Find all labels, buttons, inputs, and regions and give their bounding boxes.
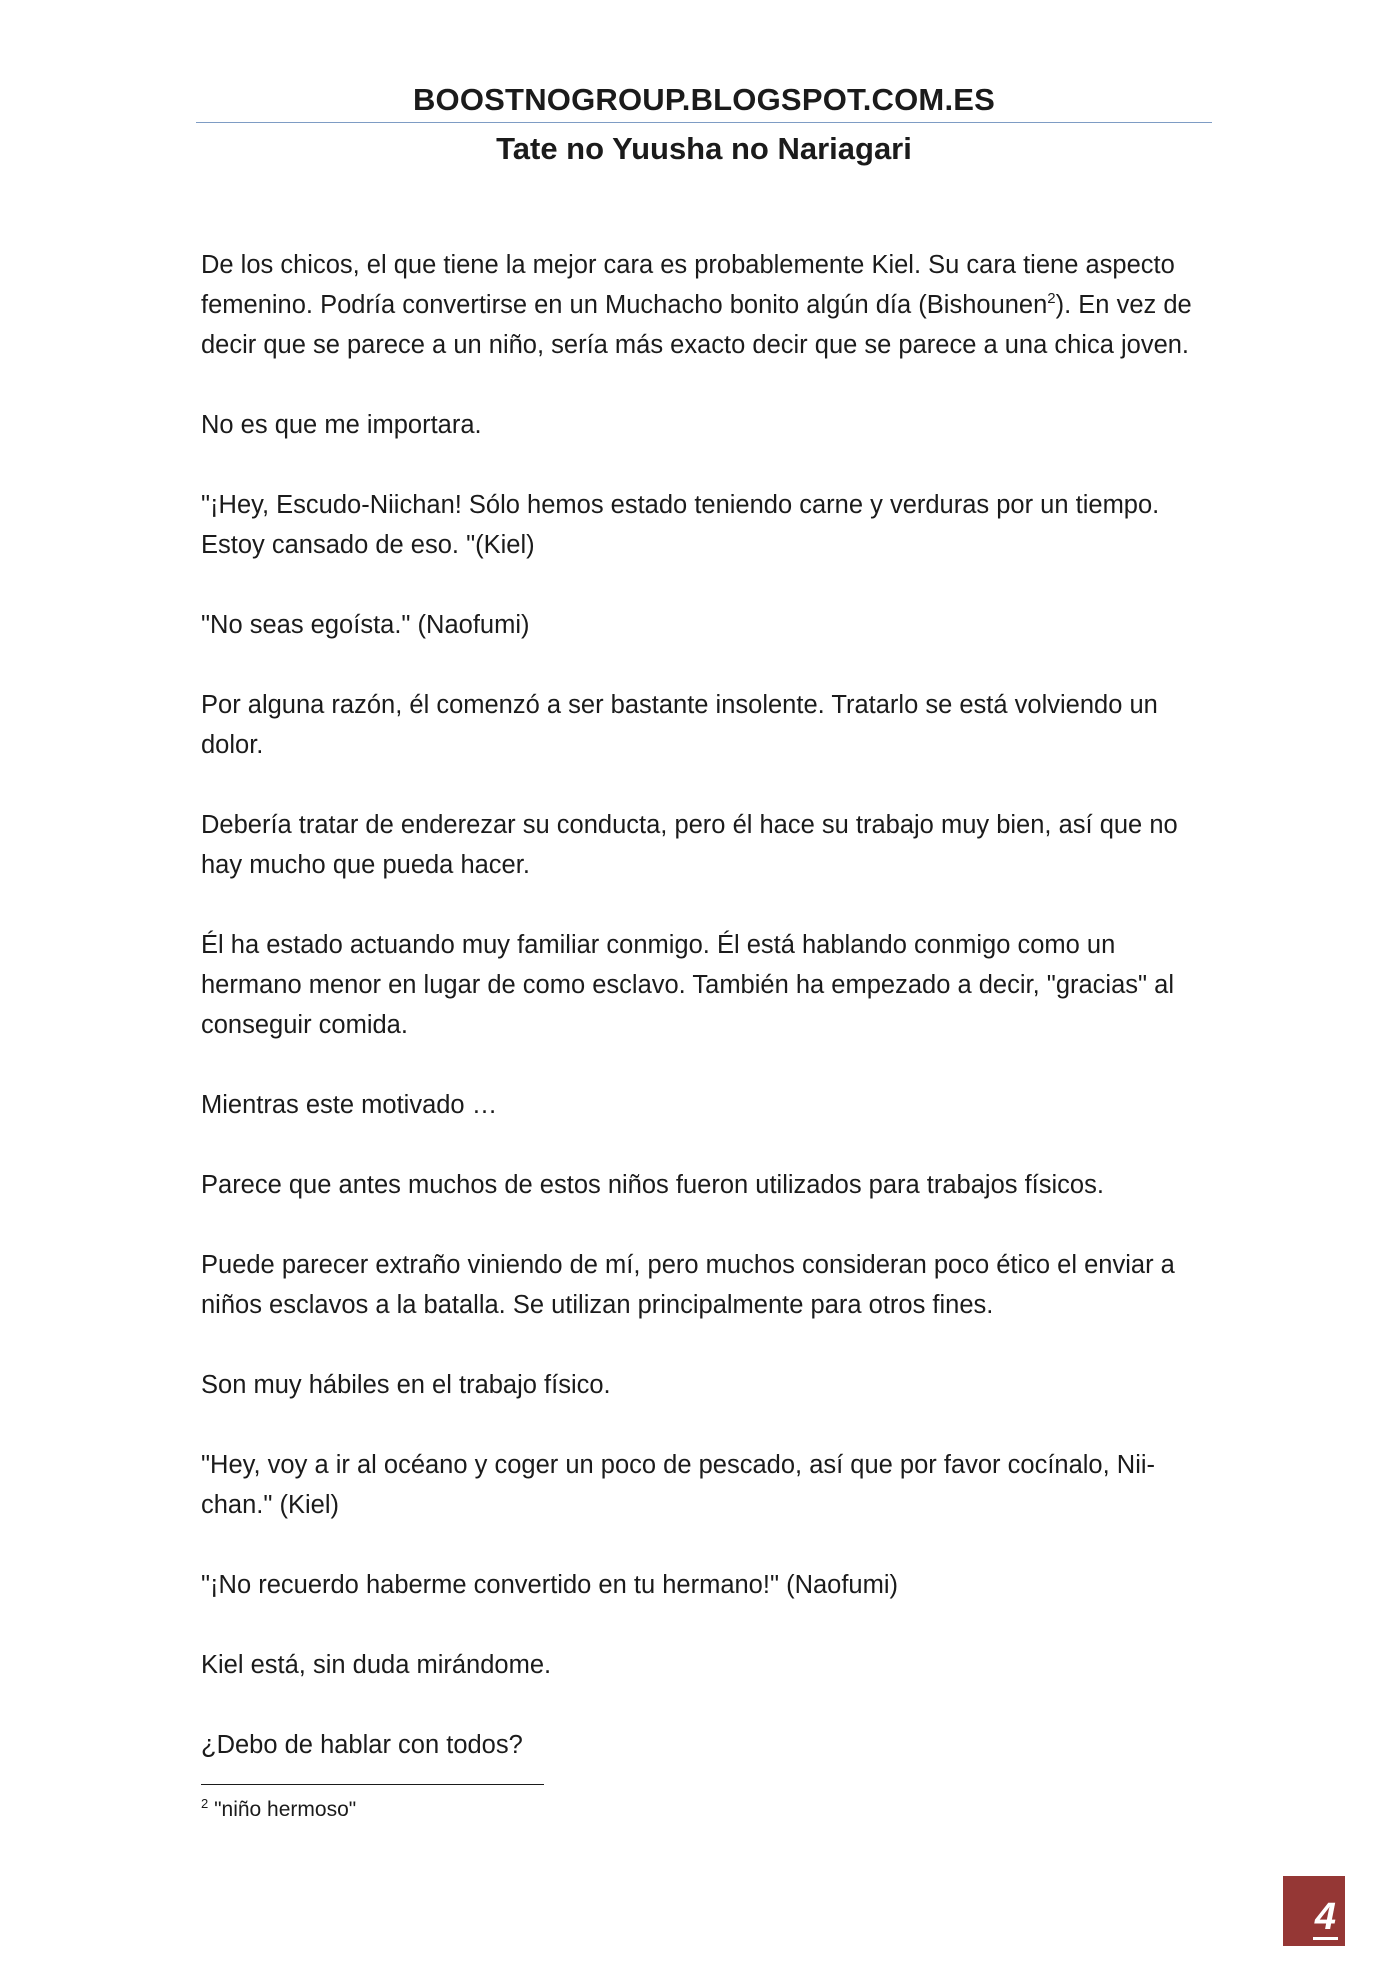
- paragraph-7: Él ha estado actuando muy familiar conmigo. Él está hablando conmigo como un hermano menor en lugar de como esclavo. También ha empezado a decir, "gracias" al conseguir comida.: [201, 931, 1175, 1039]
- paragraph-6: Debería tratar de enderezar su conducta, pero él hace su trabajo muy bien, así que no hay mucho que pueda hacer.: [201, 811, 1178, 879]
- page-number: 4: [1314, 1896, 1336, 1938]
- paragraph-1-text-b: ). En vez de decir que se parece a un niño, sería más exacto decir que se parece a una chica joven.: [201, 291, 1192, 359]
- paragraph-10: Puede parecer extraño viniendo de mí, pero muchos consideran poco ético el enviar a niños esclavos a la batalla. Se utilizan principalmente para otros fines.: [201, 1251, 1175, 1319]
- footnote-reference: 2: [1047, 290, 1056, 307]
- footnote-text: "niño hermoso": [208, 1798, 357, 1821]
- paragraph-3: "¡Hey, Escudo-Niichan! Sólo hemos estado teniendo carne y verduras por un tiempo. Estoy cansado de eso. "(Kiel): [201, 491, 1160, 559]
- paragraph-11: Son muy hábiles en el trabajo físico.: [201, 1371, 611, 1399]
- paragraph-2: No es que me importara.: [201, 411, 482, 439]
- paragraph-14: Kiel está, sin duda mirándome.: [201, 1651, 552, 1679]
- paragraph-15: ¿Debo de hablar con todos?: [201, 1731, 523, 1759]
- page-header: [196, 80, 1212, 169]
- header-divider: [196, 122, 1212, 123]
- paragraph-9: Parece que antes muchos de estos niños fueron utilizados para trabajos físicos.: [201, 1171, 1104, 1199]
- paragraph-8: Mientras este motivado …: [201, 1091, 498, 1119]
- paragraph-12: "Hey, voy a ir al océano y coger un poco de pescado, así que por favor cocínalo, Nii-chan." (Kiel): [201, 1451, 1156, 1519]
- site-title: BOOSTNOGROUP.BLOGSPOT.COM.ES: [412, 82, 996, 117]
- paragraph-5: Por alguna razón, él comenzó a ser bastante insolente. Tratarlo se está volviendo un dolor.: [201, 691, 1158, 759]
- paragraph-13: "¡No recuerdo haberme convertido en tu hermano!" (Naofumi): [201, 1571, 899, 1599]
- paragraph-1-text-a: De los chicos, el que tiene la mejor cara es probablemente Kiel. Su cara tiene aspecto femenino. Podría convertirse en un Muchacho bonito algún día (Bishounen: [201, 251, 1175, 319]
- paragraph-4: "No seas egoísta." (Naofumi): [201, 611, 530, 639]
- footnote: [201, 1795, 356, 1825]
- document-body: [201, 245, 1213, 1765]
- footnote-separator: [201, 1784, 544, 1785]
- book-title: Tate no Yuusha no Nariagari: [496, 131, 912, 166]
- page-number-badge: [1283, 1876, 1345, 1946]
- paragraph-1: [201, 245, 1213, 365]
- footnote-marker: 2: [201, 1796, 209, 1811]
